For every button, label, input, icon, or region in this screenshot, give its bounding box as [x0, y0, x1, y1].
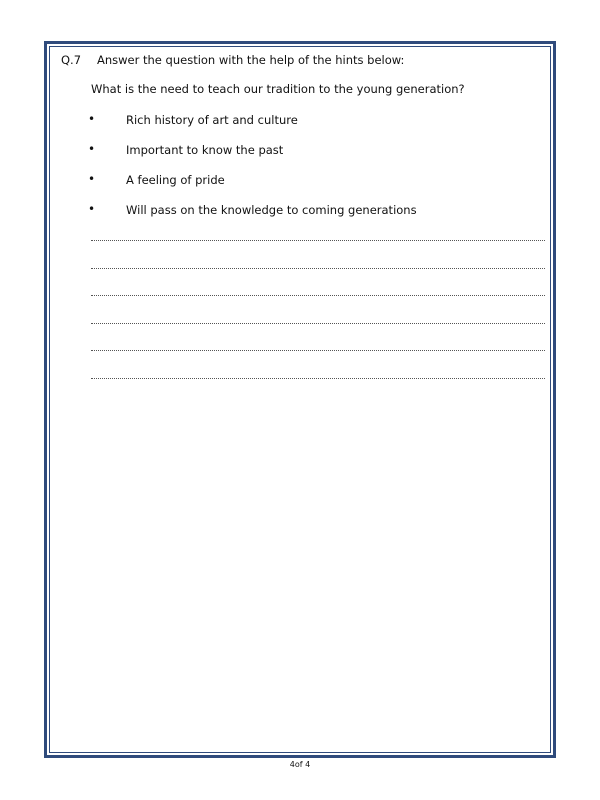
- answer-line[interactable]: [91, 295, 545, 296]
- question-instruction: Answer the question with the help of the hints below:: [97, 53, 405, 67]
- bullet-icon: •: [88, 172, 96, 186]
- hint-text: Important to know the past: [126, 143, 284, 157]
- answer-line[interactable]: [91, 378, 545, 379]
- answer-line[interactable]: [91, 350, 545, 351]
- hint-text: A feeling of pride: [126, 173, 225, 187]
- answer-line[interactable]: [91, 240, 545, 241]
- hint-text: Will pass on the knowledge to coming generations: [126, 203, 417, 217]
- hint-text: Rich history of art and culture: [126, 113, 298, 127]
- page-number: 4of 4: [289, 760, 311, 769]
- answer-line[interactable]: [91, 268, 545, 269]
- question-prompt: What is the need to teach our tradition to the young generation?: [91, 82, 465, 96]
- bullet-icon: •: [88, 112, 96, 126]
- hint-item: [88, 143, 528, 159]
- hint-item: [88, 113, 528, 129]
- bullet-icon: •: [88, 202, 96, 216]
- bullet-icon: •: [88, 142, 96, 156]
- question-number: Q.7: [61, 53, 82, 67]
- answer-line[interactable]: [91, 323, 545, 324]
- hint-item: [88, 203, 528, 219]
- hint-item: [88, 173, 528, 189]
